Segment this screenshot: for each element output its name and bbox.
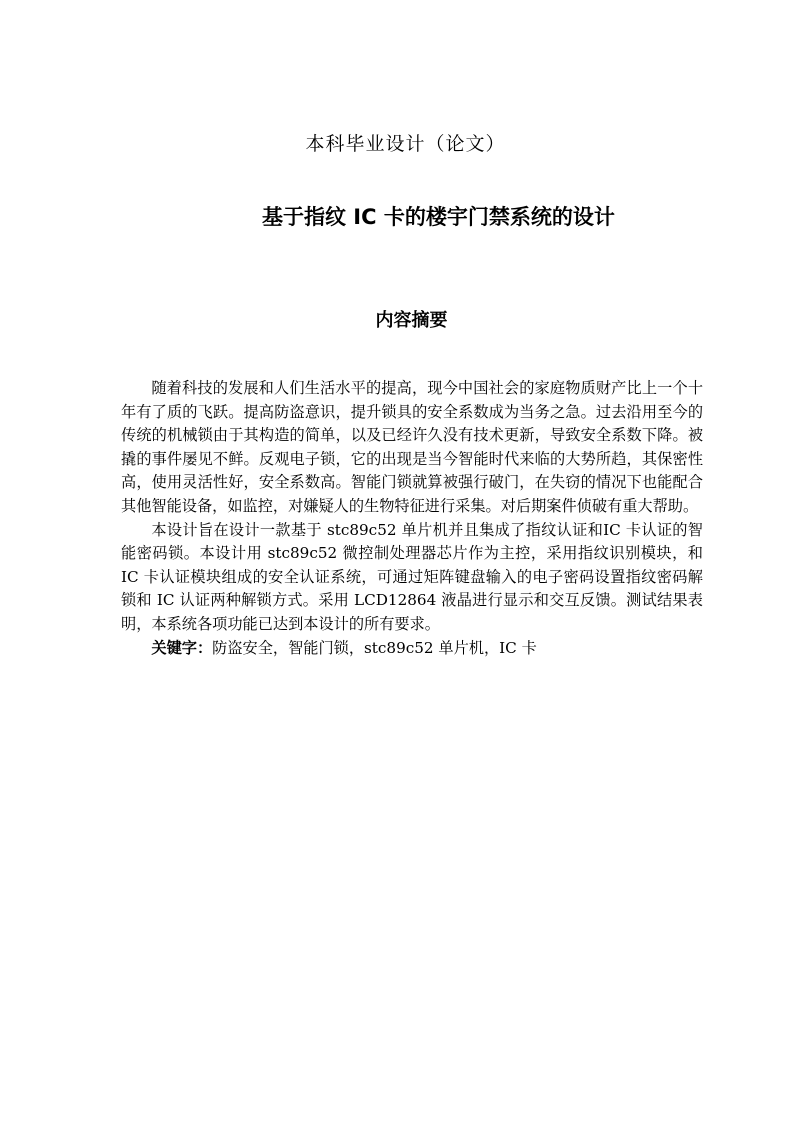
abstract-heading: 内容摘要 [375,310,448,331]
keywords-line [121,637,703,661]
degree-title: 本科毕业设计（论文） [305,133,506,155]
abstract-paragraph-2: 本设计旨在设计一款基于 stc89c52 单片机并且集成了指纹认证和IC 卡认证的智能密码锁。本设计用 stc89c52 微控制处理器芯片作为主控，采用指纹识别模块，和 IC 卡认证模块组成的安全认证系统，可通过矩阵键盘输入的电子密码设置指纹密码解锁和 IC 认证两种解锁方式。采用 LCD12864 液晶进行显示和交互反馈。测试结果表明，本系统各项功能已达到本设计的所有要求。 [121,520,703,633]
keywords-label: 关键字： [151,638,213,657]
thesis-title: 基于指纹 IC 卡的楼宇门禁系统的设计 [262,205,615,229]
abstract-paragraph-1: 随着科技的发展和人们生活水平的提高，现今中国社会的家庭物质财产比上一个十年有了质的飞跃。提高防盗意识，提升锁具的安全系数成为当务之急。过去沿用至今的传统的机械锁由于其构造的简单，以及已经许久没有技术更新，导致安全系数下降。被撬的事件屡见不鲜。反观电子锁，它的出现是当今智能时代来临的大势所趋，其保密性高，使用灵活性好，安全系数高。智能门锁就算被强行破门，在失窃的情况下也能配合其他智能设备，如监控，对嫌疑人的生物特征进行采集。对后期案件侦破有重大帮助。 [121,379,703,515]
abstract-body [121,377,703,660]
keywords-text: 防盗安全，智能门锁，stc89c52 单片机，IC 卡 [212,638,537,657]
